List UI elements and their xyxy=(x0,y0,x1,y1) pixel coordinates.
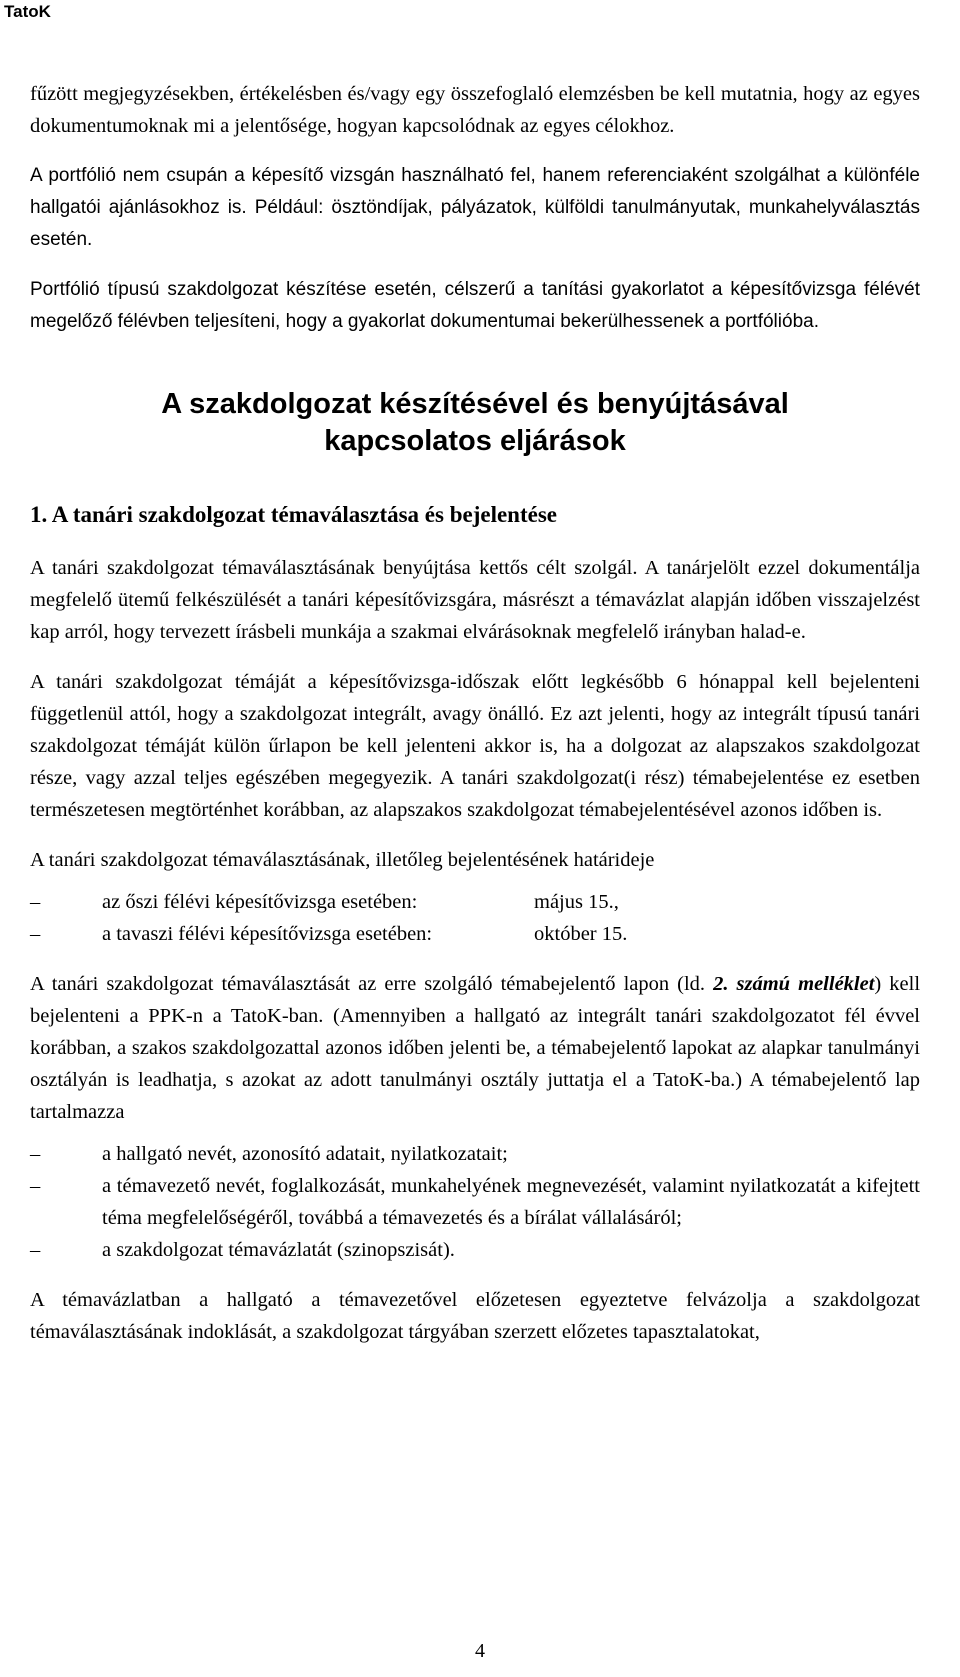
deadline-date: október 15. xyxy=(534,923,628,945)
paragraph: A tanári szakdolgozat témáját a képesítővizsga-időszak előtt legkésőbb 6 hónappal kell bejelenteni függetlenül attól, hogy a szakdolgozat integrált, avagy önálló. Ez azt jelenti, hogy az integrált típusú tanári szakdolgozat témáját külön űrlapon be kell jelenteni akkor is, ha a dolgozat az alapszakos szakdolgozat része, vagy azzal teljes egészében megegyezik. A tanári szakdolgozat(i rész) témabejelentése ez esetben természetesen megtörténhet korábban, az alapszakos szakdolgozat témabejelentésével azonos időben is. xyxy=(30,671,920,821)
paragraph xyxy=(30,968,920,1128)
paragraph: A tanári szakdolgozat témaválasztásának benyújtása kettős célt szolgál. A tanárjelölt ezzel dokumentálja megfelelő ütemű felkészülését a tanári képesítővizsgára, másrészt a témavázlat alapján időben visszajelzést kap arról, hogy tervezett írásbeli munkája a szakmai elvárásoknak megfelelő irányban halad-e. xyxy=(30,557,920,643)
list-item-text: a szakdolgozat témavázlatát (szinopszisát). xyxy=(102,1239,455,1261)
paragraph: Portfólió típusú szakdolgozat készítése esetén, célszerű a tanítási gyakorlatot a képesítővizsga félévét megelőző félévben teljesíteni, hogy a gyakorlat dokumentumai bekerülhessenek a portfólióba. xyxy=(30,279,920,332)
main-heading xyxy=(30,386,920,460)
paragraph: A tanári szakdolgozat témaválasztásának, illetőleg bejelentésének határideje xyxy=(30,849,655,871)
page-number: 4 xyxy=(475,1640,485,1662)
main-heading-line: A szakdolgozat készítésével és benyújtásával xyxy=(161,388,789,420)
document-body xyxy=(30,78,920,1366)
dash-bullet: – xyxy=(30,1143,41,1165)
paragraph: fűzött megjegyzésekben, értékelésben és/vagy egy összefoglaló elemzésben be kell mutatnia, hogy az egyes dokumentumoknak mi a jelentősége, hogyan kapcsolódnak az egyes célokhoz. xyxy=(30,83,920,137)
list-item xyxy=(30,1234,920,1266)
annex-ref-word: számú xyxy=(736,973,791,995)
list-item xyxy=(30,1138,920,1170)
annex-ref-number: 2. xyxy=(713,973,729,995)
dash-bullet: – xyxy=(30,1175,41,1197)
running-header: TatoK xyxy=(4,2,51,21)
main-heading-line: kapcsolatos eljárások xyxy=(324,425,626,457)
text-run: ) kell bejelenteni a PPK-n a TatoK-ban. (Amennyiben a hallgató az integrált tanári szakdolgozatot fél évvel korábban, a szakos szakdolgozattal azonos időben jelenti be, a témabejelentő lapokat az alapkar tanulmányi osztályán is leadhatja, s azokat az adott tanulmányi osztály juttatja el a TatoK-ba.) A témabejelentő lap tartalmazza xyxy=(30,973,921,1123)
contents-list xyxy=(30,1138,920,1266)
deadline-date: május 15., xyxy=(534,891,619,913)
list-item xyxy=(30,1170,920,1234)
paragraph: A portfólió nem csupán a képesítő vizsgán használható fel, hanem referenciaként szolgálhat a különféle hallgatói ajánlásokhoz is. Például: ösztöndíjak, pályázatok, külföldi tanulmányutak, munkahelyválasztás esetén. xyxy=(30,165,920,250)
deadline-label: a tavaszi félévi képesítővizsga esetében: xyxy=(102,923,433,945)
dash-bullet: – xyxy=(30,1239,41,1261)
text-run: A tanári szakdolgozat témaválasztását az erre szolgáló témabejelentő lapon (ld. xyxy=(30,973,714,995)
list-item xyxy=(30,886,920,918)
deadline-list xyxy=(30,886,920,950)
list-item-text: a témavezető nevét, foglalkozását, munkahelyének megnevezését, valamint nyilatkozatát a kifejtett téma megfelelőségéről, továbbá a témavezetés és a bírálat vállalásáról; xyxy=(102,1175,920,1229)
list-item xyxy=(30,918,920,950)
list-item-text: a hallgató nevét, azonosító adatait, nyilatkozatait; xyxy=(102,1143,508,1165)
section-heading: 1. A tanári szakdolgozat témaválasztása és bejelentése xyxy=(30,502,558,527)
dash-bullet: – xyxy=(30,923,41,945)
deadline-label: az őszi félévi képesítővizsga esetében: xyxy=(102,891,418,913)
annex-ref-label: melléklet xyxy=(798,973,875,995)
dash-bullet: – xyxy=(30,891,41,913)
paragraph: A témavázlatban a hallgató a témavezetővel előzetesen egyeztetve felvázolja a szakdolgozat témaválasztásának indoklását, a szakdolgozat tárgyában szerzett előzetes tapasztalatokat, xyxy=(30,1289,920,1343)
